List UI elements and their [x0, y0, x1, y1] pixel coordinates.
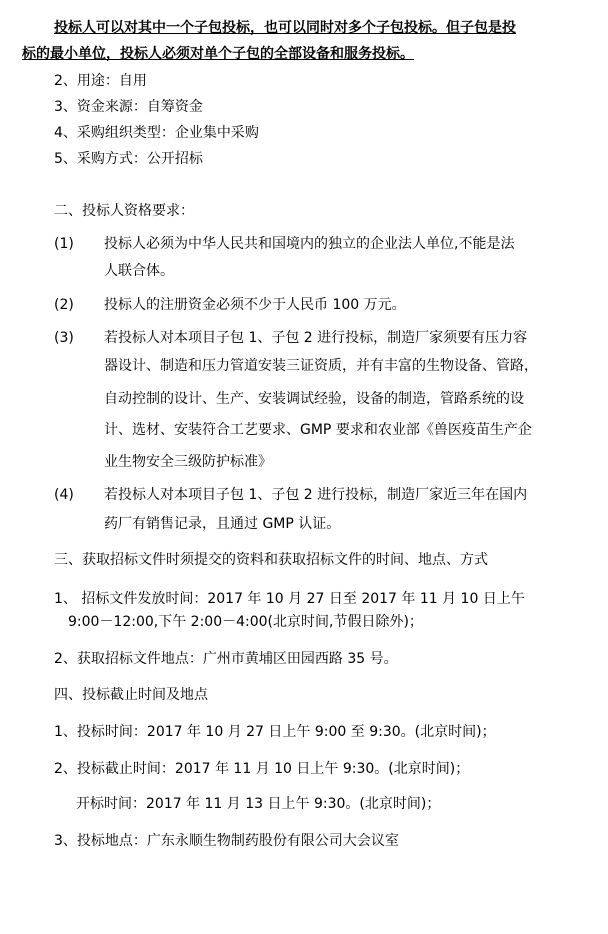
section4-item2b: 开标时间：2017 年 11 月 13 日上午 9:30。(北京时间)；	[76, 796, 441, 812]
req-3-line-5: 业生物安全三级防护标准》	[104, 454, 272, 470]
item-funding: 3、资金来源：自筹资金	[54, 99, 203, 115]
req-1-line-1: 投标人必须为中华人民共和国境内的独立的企业法人单位,不能是法	[104, 236, 515, 252]
req-1-line-2: 人联合体。	[104, 263, 174, 279]
item-method: 5、采购方式：公开招标	[54, 151, 203, 167]
section3-item2: 2、获取招标文件地点：广州市黄埔区田园西路 35 号。	[54, 651, 398, 667]
section4-item2: 2、投标截止时间：2017 年 11 月 10 日上午 9:30。(北京时间)；	[54, 761, 470, 777]
req-3-line-3: 自动控制的设计、生产、安装调试经验，设备的制造，管路系统的设	[104, 391, 524, 407]
req-1-num: (1)	[54, 236, 74, 252]
req-3-num: (3)	[54, 330, 74, 346]
section4-heading: 四、投标截止时间及地点	[54, 687, 208, 703]
req-2-line-1: 投标人的注册资金必须不少于人民币 100 万元。	[104, 297, 406, 313]
section3-item1-line-1: 1、 招标文件发放时间：2017 年 10 月 27 日至 2017 年 11 月 10 日上午	[54, 591, 525, 607]
section4-item1: 1、投标时间：2017 年 10 月 27 日上午 9:00 至 9:30。(北京时间)；	[54, 724, 496, 740]
req-4-num: (4)	[54, 487, 74, 503]
req-3-line-4: 计、选材、安装符合工艺要求、GMP 要求和农业部《兽医疫苗生产企	[104, 422, 532, 438]
section2-heading: 二、投标人资格要求：	[54, 203, 194, 219]
item-org-type: 4、采购组织类型：企业集中采购	[54, 125, 259, 141]
intro-line-1: 投标人可以对其中一个子包投标，也可以同时对多个子包投标。但子包是投	[54, 20, 516, 36]
section4-item3: 3、投标地点：广东永顺生物制药股份有限公司大会议室	[54, 833, 399, 849]
req-4-line-1: 若投标人对本项目子包 1、子包 2 进行投标，制造厂家近三年在国内	[104, 487, 528, 503]
req-3-line-2: 器设计、制造和压力管道安装三证资质，并有丰富的生物设备、管路，	[104, 358, 538, 374]
req-3-line-1: 若投标人对本项目子包 1、子包 2 进行投标，制造厂家须要有压力容	[104, 330, 528, 346]
req-4-line-2: 药厂有销售记录，且通过 GMP 认证。	[104, 516, 341, 532]
req-2-num: (2)	[54, 297, 74, 313]
intro-line-2: 标的最小单位，投标人必须对单个子包的全部设备和服务投标。	[22, 46, 414, 62]
section3-heading: 三、获取招标文件时须提交的资料和获取招标文件的时间、地点、方式	[54, 552, 488, 568]
item-usage: 2、用途：自用	[54, 73, 147, 89]
section3-item1-line-2: 9:00－12:00,下午 2:00－4:00(北京时间,节假日除外)；	[68, 614, 423, 630]
